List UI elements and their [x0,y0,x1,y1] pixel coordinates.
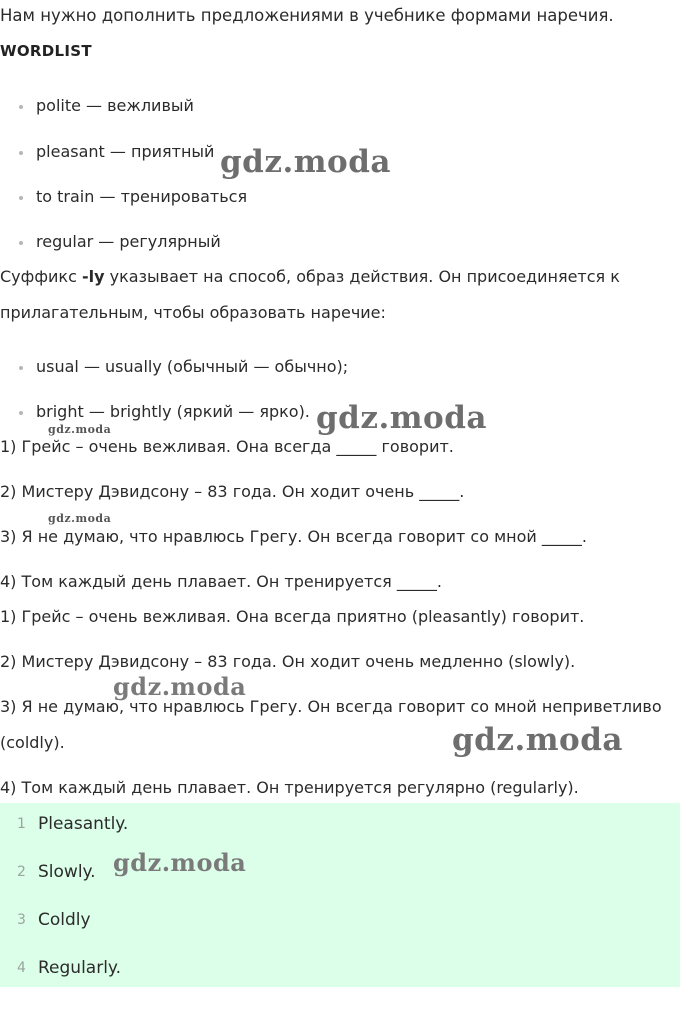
answer-line: 4) Том каждый день плавает. Он тренируется регулярно (regularly). [0,778,579,797]
list-item: bright — brightly (яркий — ярко). [36,402,310,421]
list-item: polite — вежливый [36,96,194,115]
answer-line: 2) Мистеру Дэвидсону – 83 года. Он ходит очень медленно (slowly). [0,652,576,671]
answer-text: Slowly. [38,862,96,882]
suffix-bold: -ly [81,267,105,286]
answer-text: Pleasantly. [38,814,129,834]
watermark: gdz.moda [113,848,247,877]
answer-number: 3 [17,912,26,928]
suffix-rule-after: указывает на способ, образ действия. Он присоединяется к [104,267,620,286]
list-item: pleasant — приятный [36,142,215,161]
watermark: gdz.moda [316,400,487,436]
watermark: gdz.moda [48,512,112,525]
list-item: to train — тренироваться [36,187,248,206]
list-item: usual — usually (обычный — обычно); [36,357,349,376]
watermark: gdz.moda [220,144,391,180]
answer-box [0,803,680,987]
wordlist-heading: WORDLIST [0,42,92,60]
task-line: 1) Грейс – очень вежливая. Она всегда _____ говорит. [0,437,454,456]
watermark: gdz.moda [113,672,247,701]
suffix-rule-line-2: прилагательным, чтобы образовать наречие: [0,303,386,322]
answer-line: 1) Грейс – очень вежливая. Она всегда приятно (pleasantly) говорит. [0,607,585,626]
intro-text: Нам нужно дополнить предложениями в учебнике формами наречия. [0,6,614,25]
answer-number: 1 [17,816,26,832]
suffix-rule-line [0,267,620,286]
answer-text: Regularly. [38,958,121,978]
list-item: regular — регулярный [36,232,221,251]
task-line: 4) Том каждый день плавает. Он тренируется _____. [0,572,442,591]
task-line: 2) Мистеру Дэвидсону – 83 года. Он ходит очень _____. [0,482,465,501]
answer-number: 4 [17,960,26,976]
answer-number: 2 [17,864,26,880]
answer-line: 3) Я не думаю, что нравлюсь Грегу. Он всегда говорит со мной неприветливо [0,697,662,716]
task-line: 3) Я не думаю, что нравлюсь Грегу. Он всегда говорит со мной _____. [0,527,587,546]
suffix-rule-before: Суффикс [0,267,82,286]
answer-line: (coldly). [0,733,65,752]
watermark: gdz.moda [452,722,623,758]
watermark: gdz.moda [48,423,112,436]
answer-text: Coldly [38,910,91,930]
